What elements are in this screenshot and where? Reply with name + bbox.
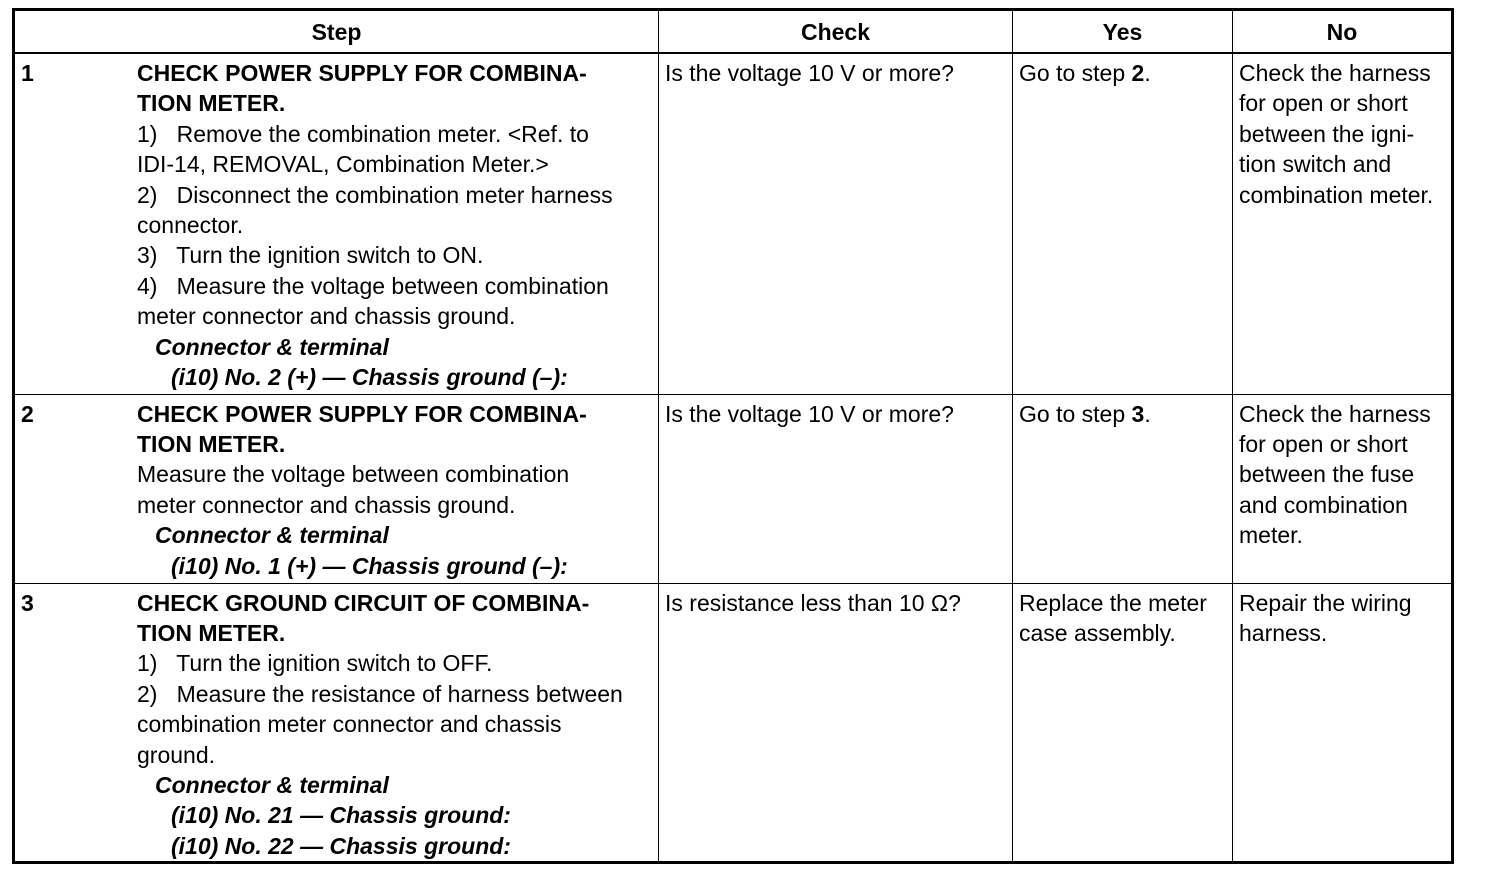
no-cell — [1233, 53, 1453, 394]
yes-cell — [1013, 583, 1233, 863]
no-text-line: for open or short — [1239, 430, 1408, 457]
yes-text-line: Replace the meter — [1019, 589, 1207, 616]
header-yes: Yes — [1013, 10, 1233, 54]
instruction-line: Measure the voltage between combination — [137, 461, 570, 488]
step-title-line: TION METER. — [137, 619, 286, 646]
step-number: 1 — [21, 60, 34, 86]
no-cell — [1233, 583, 1453, 863]
no-text-line: combination meter. — [1239, 181, 1434, 208]
no-text-line: for open or short — [1239, 90, 1408, 117]
yes-step-ref: 3 — [1131, 400, 1145, 427]
instruction-line: 1) Turn the ignition switch to OFF. — [137, 650, 493, 677]
step-body — [137, 395, 658, 581]
no-text-line: harness. — [1239, 619, 1328, 646]
yes-cell — [1013, 394, 1233, 583]
instruction-line: 4) Measure the voltage between combination — [137, 272, 609, 299]
header-check: Check — [659, 10, 1013, 54]
no-cell — [1233, 394, 1453, 583]
check-cell — [659, 53, 1013, 394]
connector-terminal-label: Connector & terminal — [155, 333, 389, 360]
step-title-line: TION METER. — [137, 90, 286, 117]
instruction-line: IDI-14, REMOVAL, Combination Meter.> — [137, 151, 549, 178]
step-cell — [14, 394, 659, 583]
instruction-line: ground. — [137, 741, 216, 768]
connector-terminal-label: Connector & terminal — [155, 771, 389, 798]
yes-text: Go to step 3. — [1019, 400, 1151, 427]
yes-text-line: case assembly. — [1019, 619, 1176, 646]
check-cell — [659, 583, 1013, 863]
step-title-line: TION METER. — [137, 430, 286, 457]
step-cell — [14, 53, 659, 394]
no-text-line: Repair the wiring — [1239, 589, 1412, 616]
yes-step-ref: 2 — [1131, 60, 1145, 86]
connector-terminal-spec: (i10) No. 2 (+) — Chassis ground (–): — [171, 364, 568, 391]
step-number: 3 — [21, 589, 34, 616]
header-step: Step — [14, 10, 659, 54]
check-text: Is resistance less than 10 Ω? — [665, 589, 961, 616]
step-number: 2 — [21, 400, 34, 427]
connector-terminal-spec: (i10) No. 1 (+) — Chassis ground (–): — [171, 552, 568, 579]
step-body — [137, 54, 658, 392]
connector-terminal-label: Connector & terminal — [155, 522, 389, 549]
header-no: No — [1233, 10, 1453, 54]
step-body — [137, 584, 658, 862]
instruction-line: meter connector and chassis ground. — [137, 303, 516, 330]
yes-text: Go to step 2. — [1019, 60, 1151, 86]
step-title-line: CHECK POWER SUPPLY FOR COMBINA- — [137, 60, 587, 86]
no-text-line: Check the harness — [1239, 400, 1431, 427]
table-row — [14, 394, 1453, 583]
step-cell — [14, 583, 659, 863]
check-text: Is the voltage 10 V or more? — [665, 60, 954, 86]
step-title-line: CHECK GROUND CIRCUIT OF COMBINA- — [137, 589, 590, 616]
no-text-line: between the fuse — [1239, 461, 1415, 488]
no-text-line: Check the harness — [1239, 60, 1431, 86]
diagnostic-table — [12, 8, 1454, 864]
step-title-line: CHECK POWER SUPPLY FOR COMBINA- — [137, 400, 587, 427]
instruction-line: 2) Disconnect the combination meter harness — [137, 181, 613, 208]
no-text-line: meter. — [1239, 522, 1303, 549]
instruction-line: 1) Remove the combination meter. <Ref. to — [137, 120, 589, 147]
no-text-line: and combination — [1239, 491, 1408, 518]
no-text-line: between the igni- — [1239, 120, 1415, 147]
connector-terminal-spec: (i10) No. 21 — Chassis ground: — [171, 802, 511, 829]
instruction-line: 3) Turn the ignition switch to ON. — [137, 242, 484, 269]
check-text: Is the voltage 10 V or more? — [665, 400, 954, 427]
instruction-line: connector. — [137, 212, 244, 239]
table-row — [14, 583, 1453, 863]
check-cell — [659, 394, 1013, 583]
no-text-line: tion switch and — [1239, 151, 1392, 178]
table-row — [14, 53, 1453, 394]
instruction-line: meter connector and chassis ground. — [137, 491, 516, 518]
instruction-line: combination meter connector and chassis — [137, 711, 562, 738]
instruction-line: 2) Measure the resistance of harness between — [137, 680, 623, 707]
connector-terminal-spec: (i10) No. 22 — Chassis ground: — [171, 832, 511, 859]
yes-cell — [1013, 53, 1233, 394]
table-header-row — [14, 10, 1453, 54]
